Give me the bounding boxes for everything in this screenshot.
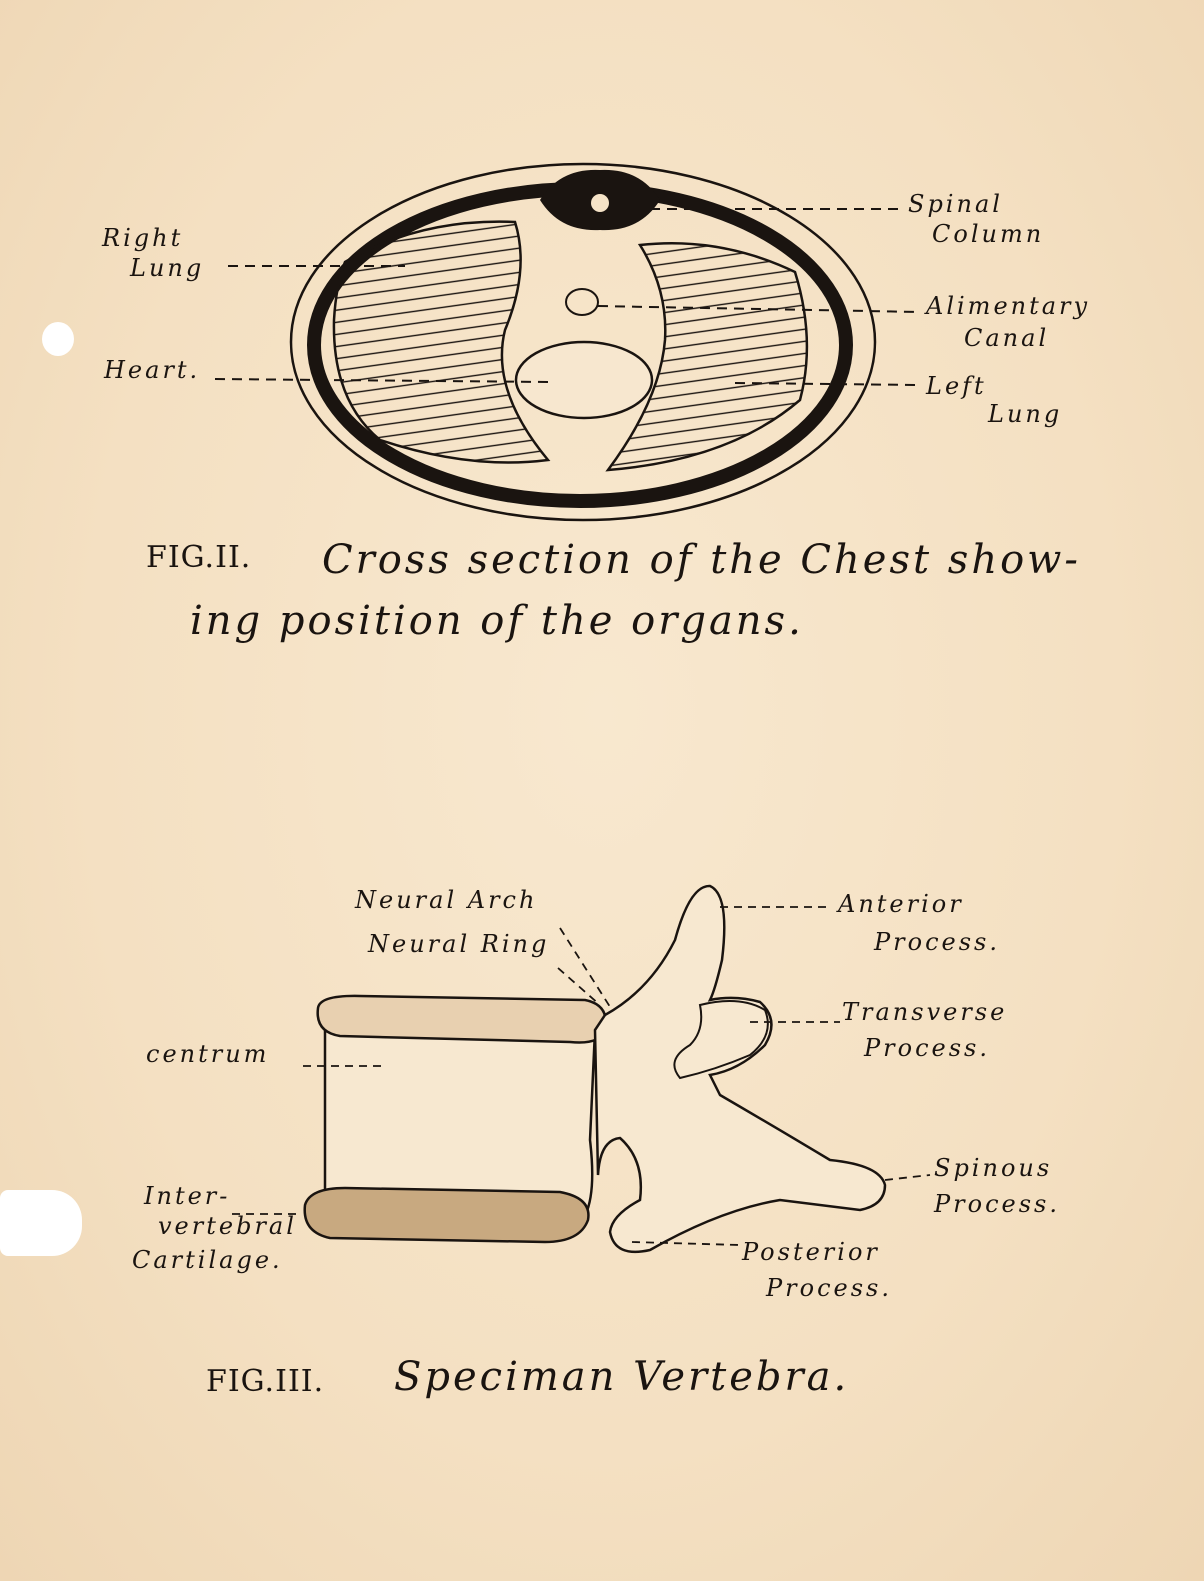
label-intervertebral-line2: vertebral: [158, 1212, 297, 1240]
vertebra-drawing: [232, 886, 930, 1252]
label-neural-ring: Neural Ring: [368, 930, 550, 958]
label-right-lung-line1: Right: [102, 224, 184, 252]
intervertebral-disc: [305, 1188, 589, 1242]
label-posterior-process-line1: Posterior: [742, 1238, 880, 1266]
alimentary-canal-shape: [566, 289, 598, 315]
label-spinous-process-line2: Process.: [934, 1190, 1060, 1218]
label-right-lung-line2: Lung: [130, 254, 205, 282]
label-left-lung-line2: Lung: [988, 400, 1063, 428]
label-transverse-process-line2: Process.: [864, 1034, 990, 1062]
label-left-lung-line1: Left: [926, 372, 987, 400]
label-anterior-process-line2: Process.: [874, 928, 1000, 956]
label-intervertebral-line1: Inter-: [144, 1182, 231, 1210]
right-lung: [334, 222, 548, 463]
fig3-number: FIG.III.: [206, 1364, 325, 1399]
fig2-number: FIG.II.: [146, 540, 252, 575]
label-spinal-column-line1: Spinal: [908, 190, 1003, 218]
fig2-caption-line1: Cross section of the Chest show-: [322, 537, 1081, 583]
label-intervertebral-line3: Cartilage.: [132, 1246, 283, 1274]
label-posterior-process-line2: Process.: [766, 1274, 892, 1302]
label-alimentary-canal-line1: Alimentary: [926, 292, 1091, 320]
fig2-caption-line2: ing position of the organs.: [190, 598, 804, 644]
label-heart: Heart.: [104, 356, 201, 384]
spinal-canal: [591, 194, 609, 212]
heart-shape: [516, 342, 652, 418]
neural-arch-and-processes: [595, 886, 885, 1252]
label-transverse-process-line1: Transverse: [842, 998, 1008, 1026]
label-neural-arch: Neural Arch: [355, 886, 538, 914]
fig3-caption: Speciman Vertebra.: [394, 1354, 850, 1400]
label-alimentary-canal-line2: Canal: [964, 324, 1050, 352]
chest-cross-section: [215, 164, 920, 520]
centrum-top-rim: [318, 996, 606, 1043]
label-centrum: centrum: [146, 1040, 270, 1068]
label-spinous-process-line1: Spinous: [934, 1154, 1053, 1182]
label-spinal-column-line2: Column: [932, 220, 1045, 248]
label-anterior-process-line1: Anterior: [838, 890, 964, 918]
